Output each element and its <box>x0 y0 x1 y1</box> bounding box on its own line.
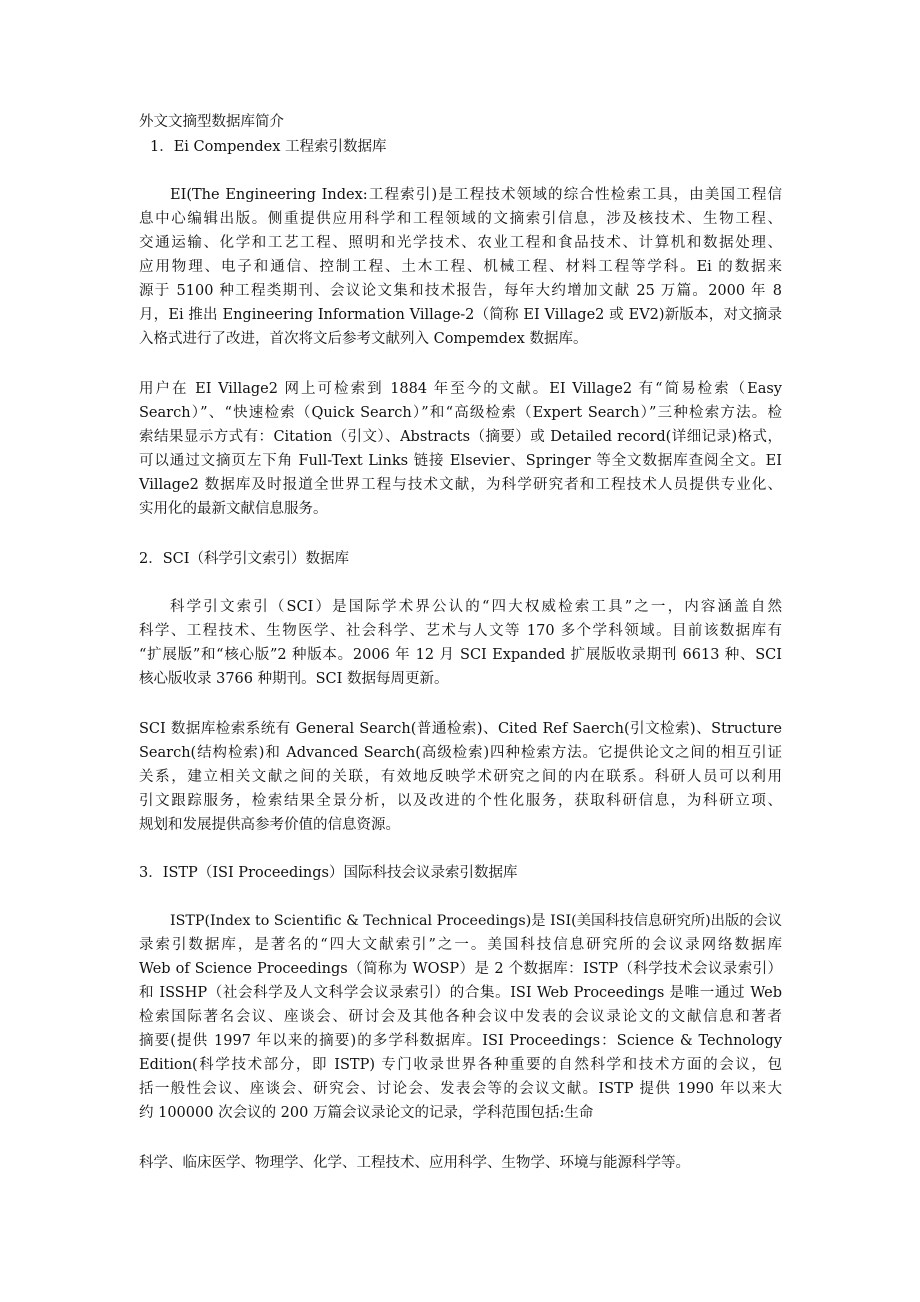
text-line: 实用化的最新文献信息服务。 <box>139 501 328 517</box>
text-line: 核心版收录 3766 种期刊。SCI 数据每周更新。 <box>139 671 449 687</box>
text-line: 源于 5100 种工程类期刊、会议论文集和技术报告，每年大约增加文献 25 万篇。2000 年 8 <box>139 283 782 299</box>
text-line: Search(结构检索)和 Advanced Search(高级检索)四种检索方法。它提供论文之间的相互引证 <box>139 745 782 761</box>
text-line: 引文跟踪服务，检索结果全景分析，以及改进的个性化服务，获取科研信息，为科研立项、 <box>139 793 782 809</box>
text-line: ISTP(Index to Scientific & Technical Proceedings)是 ISI(美国科技信息研究所)出版的会议 <box>170 913 782 929</box>
text-line: 摘要(提供 1997 年以来的摘要)的多学科数据库。ISI Proceedings：Science & Technology <box>139 1033 782 1049</box>
text-line: 和 ISSHP（社会科学及人文科学会议录索引）的合集。ISI Web Proceedings 是唯一通过 Web <box>139 985 782 1001</box>
text-line: SCI 数据库检索系统有 General Search(普通检索)、Cited Ref Saerch(引文检索)、Structure <box>139 721 782 737</box>
text-line: “扩展版”和“核心版”2 种版本。2006 年 12 月 SCI Expanded 扩展版收录期刊 6613 种、SCI <box>139 647 782 663</box>
text-line: 月，Ei 推出 Engineering Information Village-2（简称 EI Village2 或 EV2)新版本，对文摘录 <box>139 307 782 323</box>
text-line: Web of Science Proceedings（简称为 WOSP）是 2 个数据库：ISTP（科学技术会议录索引） <box>139 961 782 977</box>
text-line: 交通运输、化学和工艺工程、照明和光学技术、农业工程和食品技术、计算机和数据处理、 <box>139 235 782 251</box>
text-line: 息中心编辑出版。侧重提供应用科学和工程领域的文摘索引信息，涉及核技术、生物工程、 <box>139 211 782 227</box>
document-title: 外文文摘型数据库简介 <box>139 114 284 130</box>
text-line: 约 100000 次会议的 200 万篇会议录论文的记录，学科范围包括:生命 <box>139 1105 594 1121</box>
text-line: 索结果显示方式有：Citation（引文）、Abstracts（摘要）或 Detailed record(详细记录)格式， <box>139 429 782 445</box>
section-heading-ei: 1．Ei Compendex 工程索引数据库 <box>150 139 387 155</box>
text-line: 关系，建立相关文献之间的关联，有效地反映学术研究之间的内在联系。科研人员可以利用 <box>139 769 782 785</box>
text-line: 规划和发展提供高参考价值的信息资源。 <box>139 817 400 833</box>
section-heading-sci: 2．SCI（科学引文索引）数据库 <box>139 551 349 567</box>
text-line: Search）”、“快速检索（Quick Search）”和“高级检索（Expert Search）”三种检索方法。检 <box>139 405 782 421</box>
text-line: 科学、工程技术、生物医学、社会科学、艺术与人文等 170 多个学科领域。目前该数据库有 <box>139 623 782 639</box>
text-line: 科学引文索引（SCI）是国际学术界公认的“四大权威检索工具”之一，内容涵盖自然 <box>170 599 782 615</box>
text-line: 检索国际著名会议、座谈会、研讨会及其他各种会议中发表的会议录论文的文献信息和著者 <box>139 1009 782 1025</box>
text-line: 科学、临床医学、物理学、化学、工程技术、应用科学、生物学、环境与能源科学等。 <box>139 1155 690 1171</box>
text-line: Village2 数据库及时报道全世界工程与技术文献，为科学研究者和工程技术人员提供专业化、 <box>139 477 782 493</box>
text-line: 用户在 EI Village2 网上可检索到 1884 年至今的文献。EI Village2 有“简易检索（Easy <box>139 381 782 397</box>
text-line: 括一般性会议、座谈会、研究会、讨论会、发表会等的会议文献。ISTP 提供 1990 年以来大 <box>139 1081 782 1097</box>
section-heading-istp: 3．ISTP（ISI Proceedings）国际科技会议录索引数据库 <box>139 865 518 881</box>
text-line: EI(The Engineering Index:工程索引)是工程技术领域的综合性检索工具，由美国工程信 <box>170 187 782 203</box>
text-line: Edition(科学技术部分，即 ISTP) 专门收录世界各种重要的自然科学和技术方面的会议，包 <box>139 1057 782 1073</box>
text-line: 可以通过文摘页左下角 Full-Text Links 链接 Elsevier、Springer 等全文数据库查阅全文。EI <box>139 453 782 469</box>
text-line: 录索引数据库，是著名的“四大文献索引”之一。美国科技信息研究所的会议录网络数据库 <box>139 937 782 953</box>
text-line: 入格式进行了改进，首次将文后参考文献列入 Compemdex 数据库。 <box>139 331 588 347</box>
text-line: 应用物理、电子和通信、控制工程、土木工程、机械工程、材料工程等学科。Ei 的数据来 <box>139 259 782 275</box>
